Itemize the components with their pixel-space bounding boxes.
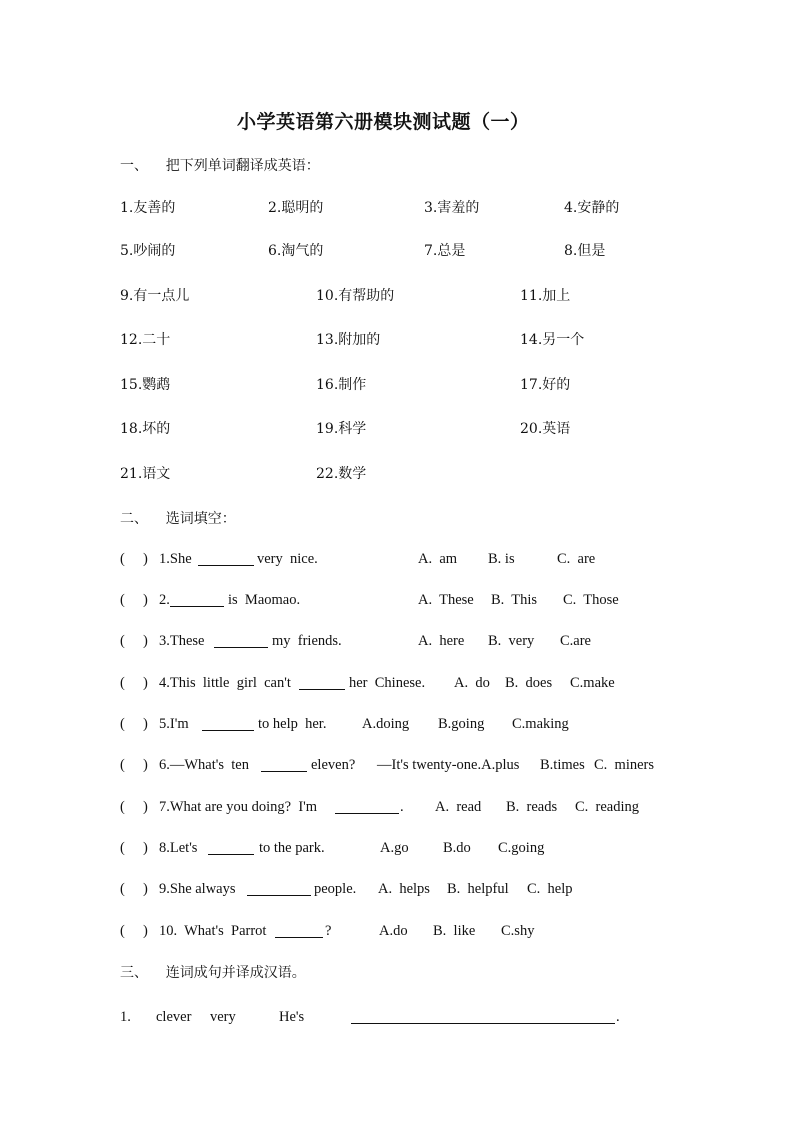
question-row	[120, 923, 680, 943]
answer-paren[interactable]: ( )	[120, 716, 148, 732]
question-row	[120, 633, 680, 653]
option: B. reads	[506, 799, 558, 815]
question-text: 5.I'm	[159, 716, 189, 732]
option: B.going	[438, 716, 485, 732]
vocab-item: 16.制作	[316, 377, 367, 393]
answer-blank[interactable]	[202, 718, 254, 731]
option: B. very	[488, 633, 535, 649]
answer-paren[interactable]: ( )	[120, 592, 148, 608]
option: B.times	[540, 757, 585, 773]
answer-blank[interactable]	[198, 553, 254, 566]
answer-paren[interactable]: ( )	[120, 551, 148, 567]
question-row	[120, 592, 680, 612]
vocab-item: 14.另一个	[520, 332, 585, 348]
word: He's	[279, 1009, 305, 1025]
answer-paren[interactable]: ( )	[120, 757, 148, 773]
option: C.are	[560, 633, 591, 649]
vocab-item: 4.安静的	[564, 200, 620, 216]
vocab-item: 5.吵闹的	[120, 243, 176, 259]
option: A.go	[380, 840, 409, 856]
question-text: 2.	[159, 592, 170, 608]
vocab-item: 2.聪明的	[268, 200, 324, 216]
question-text: ?	[325, 923, 332, 939]
section-2-heading: 二、 选词填空：	[120, 511, 236, 527]
answer-blank[interactable]	[247, 883, 311, 896]
answer-blank[interactable]	[261, 759, 307, 772]
question-text: .	[400, 799, 404, 815]
question-text: to help her.	[258, 716, 327, 732]
answer-blank[interactable]	[208, 842, 254, 855]
option: C. Those	[563, 592, 619, 608]
vocab-item: 1.友善的	[120, 200, 176, 216]
vocab-item: 22.数学	[316, 466, 367, 482]
option: C. miners	[594, 757, 655, 773]
option: A. helps	[378, 881, 430, 897]
question-row	[120, 551, 680, 571]
option: A. am	[418, 551, 458, 567]
answer-paren[interactable]: ( )	[120, 923, 148, 939]
question-text: 7.What are you doing? I'm	[159, 799, 318, 815]
question-text: to the park.	[259, 840, 325, 856]
question-row	[120, 716, 680, 736]
answer-paren[interactable]: ( )	[120, 675, 148, 691]
vocab-item: 18.坏的	[120, 421, 171, 437]
question-text: 6.—What's ten	[159, 757, 249, 773]
vocab-item: 7.总是	[424, 243, 466, 259]
answer-paren[interactable]: ( )	[120, 840, 148, 856]
option: A. here	[418, 633, 465, 649]
answer-blank[interactable]	[170, 594, 224, 607]
vocab-item: 9.有一点儿	[120, 288, 190, 304]
answer-blank[interactable]	[299, 677, 345, 690]
answer-blank[interactable]	[335, 801, 399, 814]
section-3-heading: 三、 连词成句并译成汉语。	[120, 965, 306, 981]
sentence-end: .	[616, 1009, 620, 1025]
vocab-item: 3.害羞的	[424, 200, 480, 216]
question-text: is Maomao.	[228, 592, 301, 608]
option: C. reading	[575, 799, 640, 815]
option: C. help	[527, 881, 573, 897]
vocab-item: 21.语文	[120, 466, 171, 482]
answer-line[interactable]	[351, 1011, 615, 1024]
question-text: 8.Let's	[159, 840, 198, 856]
sentence-number: 1.	[120, 1009, 131, 1025]
option: A. These	[418, 592, 474, 608]
option: —It's twenty-one.A.plus	[377, 757, 520, 773]
option: B. like	[433, 923, 476, 939]
question-row	[120, 799, 680, 819]
word: clever	[156, 1009, 192, 1025]
answer-paren[interactable]: ( )	[120, 881, 148, 897]
question-row	[120, 757, 680, 777]
vocab-item: 20.英语	[520, 421, 571, 437]
question-text: 10. What's Parrot	[159, 923, 267, 939]
option: A. read	[435, 799, 482, 815]
option: A.do	[379, 923, 408, 939]
vocab-item: 12.二十	[120, 332, 171, 348]
sentence-row	[120, 1009, 680, 1029]
answer-paren[interactable]: ( )	[120, 633, 148, 649]
option: B. helpful	[447, 881, 509, 897]
option: A. do	[454, 675, 490, 691]
vocab-item: 8.但是	[564, 243, 606, 259]
vocab-item: 17.好的	[520, 377, 571, 393]
option: B. This	[491, 592, 538, 608]
option: C.shy	[501, 923, 535, 939]
answer-blank[interactable]	[214, 635, 268, 648]
option: C. are	[557, 551, 596, 567]
answer-paren[interactable]: ( )	[120, 799, 148, 815]
option: C.making	[512, 716, 569, 732]
question-row	[120, 881, 680, 901]
option: C.make	[570, 675, 615, 691]
option: A.doing	[362, 716, 410, 732]
option: B.do	[443, 840, 471, 856]
question-text: 1.She	[159, 551, 192, 567]
option: C.going	[498, 840, 545, 856]
question-text: 4.This little girl can't	[159, 675, 291, 691]
page-title: 小学英语第六册模块测试题（一）	[237, 111, 530, 133]
question-row	[120, 840, 680, 860]
question-text: 9.She always	[159, 881, 236, 897]
vocab-item: 6.淘气的	[268, 243, 324, 259]
question-text: people.	[314, 881, 357, 897]
vocab-item: 19.科学	[316, 421, 367, 437]
question-row	[120, 675, 680, 695]
answer-blank[interactable]	[275, 925, 323, 938]
question-text: my friends.	[272, 633, 342, 649]
option: B. does	[505, 675, 553, 691]
section-1-heading: 一、 把下列单词翻译成英语：	[120, 158, 320, 174]
question-text: 3.These	[159, 633, 205, 649]
question-text: very nice.	[257, 551, 318, 567]
vocab-item: 13.附加的	[316, 332, 381, 348]
vocab-item: 11.加上	[520, 288, 571, 304]
option: B. is	[488, 551, 515, 567]
vocab-item: 10.有帮助的	[316, 288, 395, 304]
word: very	[210, 1009, 236, 1025]
question-text: her Chinese.	[349, 675, 426, 691]
question-text: eleven?	[311, 757, 356, 773]
vocab-item: 15.鹦鹉	[120, 377, 171, 393]
